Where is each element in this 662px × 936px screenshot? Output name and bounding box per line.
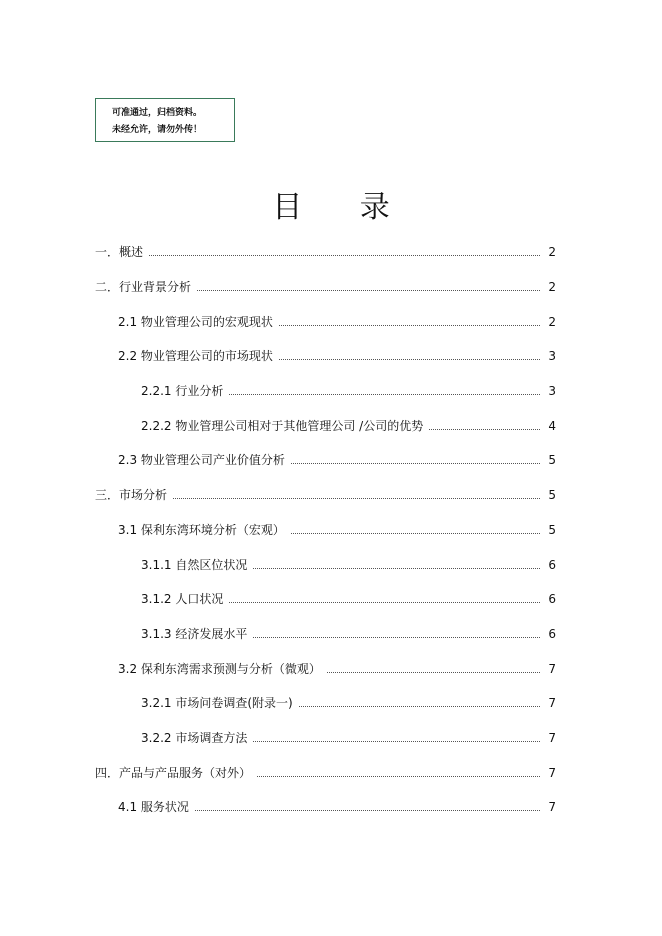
toc-entry-page: 2 — [548, 315, 556, 329]
stamp-box — [95, 98, 235, 142]
toc-leader-dots — [253, 637, 540, 638]
toc-entry[interactable] — [141, 587, 556, 607]
toc-leader-dots — [299, 706, 540, 707]
toc-entry-label: 3.1.1 自然区位状况 — [141, 558, 248, 572]
toc-leader-dots — [291, 533, 540, 534]
toc-entry-page: 6 — [548, 558, 556, 572]
toc-entry-label: 2.1 物业管理公司的宏观现状 — [118, 315, 273, 329]
toc-leader-dots — [279, 359, 540, 360]
toc-entry-label: 3.1.2 人口状况 — [141, 592, 224, 606]
toc-entry[interactable] — [95, 761, 556, 781]
toc-entry-label: 4.1 服务状况 — [118, 800, 189, 814]
toc-entry[interactable] — [118, 795, 556, 815]
toc-entry-page: 7 — [548, 696, 556, 710]
toc-entry-page: 3 — [548, 384, 556, 398]
toc-entry-page: 6 — [548, 592, 556, 606]
toc-leader-dots — [149, 255, 540, 256]
toc-entry-page: 4 — [548, 419, 556, 433]
toc-entry-page: 5 — [548, 453, 556, 467]
toc-entry-label: 三．市场分析 — [95, 488, 168, 502]
toc-entry[interactable] — [118, 657, 556, 677]
toc-entry[interactable] — [141, 414, 556, 434]
toc-entry-page: 3 — [548, 349, 556, 363]
toc-entry-page: 7 — [548, 731, 556, 745]
toc-leader-dots — [429, 429, 540, 430]
toc-entry[interactable] — [95, 240, 556, 260]
toc-entry[interactable] — [118, 448, 556, 468]
toc-entry-page: 5 — [548, 488, 556, 502]
toc-entry-label: 2.2.1 行业分析 — [141, 384, 224, 398]
toc-entry-page: 6 — [548, 627, 556, 641]
toc-entry[interactable] — [118, 518, 556, 538]
toc-entry-label: 3.2.2 市场调查方法 — [141, 731, 248, 745]
toc-entry-page: 5 — [548, 523, 556, 537]
toc-entry[interactable] — [141, 691, 556, 711]
toc-leader-dots — [253, 568, 540, 569]
toc-entry-label: 四．产品与产品服务（对外） — [95, 766, 252, 780]
toc-entry[interactable] — [141, 379, 556, 399]
toc-leader-dots — [173, 498, 540, 499]
toc-entry-label: 3.2 保利东湾需求预测与分析（微观） — [118, 662, 321, 676]
toc-entry-label: 3.1 保利东湾环境分析（宏观） — [118, 523, 285, 537]
toc-entry-label: 2.3 物业管理公司产业价值分析 — [118, 453, 285, 467]
toc-entry-label: 2.2.2 物业管理公司相对于其他管理公司 /公司的优势 — [141, 419, 424, 433]
toc-leader-dots — [279, 325, 540, 326]
toc-entry-page: 2 — [548, 245, 556, 259]
toc-entry-page: 7 — [548, 766, 556, 780]
toc-entry[interactable] — [141, 553, 556, 573]
stamp-line-1: 可准通过，归档资料。 — [112, 108, 203, 118]
toc-leader-dots — [195, 810, 540, 811]
toc-entry[interactable] — [118, 310, 556, 330]
page-title: 目 录 — [272, 190, 414, 225]
toc-entry-page: 7 — [548, 800, 556, 814]
toc-leader-dots — [197, 290, 540, 291]
toc-entry-page: 7 — [548, 662, 556, 676]
toc-entry[interactable] — [95, 275, 556, 295]
toc-leader-dots — [229, 602, 540, 603]
toc-leader-dots — [257, 776, 540, 777]
toc-entry-label: 3.2.1 市场问卷调查(附录一) — [141, 696, 293, 710]
toc-leader-dots — [291, 463, 540, 464]
toc-entry-page: 2 — [548, 280, 556, 294]
toc-entry-label: 2.2 物业管理公司的市场现状 — [118, 349, 273, 363]
toc-entry-label: 二．行业背景分析 — [95, 280, 192, 294]
toc-leader-dots — [229, 394, 540, 395]
toc-entry[interactable] — [141, 726, 556, 746]
stamp-line-2: 未经允许，请勿外传！ — [112, 125, 203, 135]
toc-entry-label: 3.1.3 经济发展水平 — [141, 627, 248, 641]
toc-entry[interactable] — [118, 344, 556, 364]
toc-leader-dots — [253, 741, 540, 742]
toc-leader-dots — [327, 672, 540, 673]
toc-entry-label: 一．概述 — [95, 245, 144, 259]
toc-entry[interactable] — [95, 483, 556, 503]
toc-entry[interactable] — [141, 622, 556, 642]
